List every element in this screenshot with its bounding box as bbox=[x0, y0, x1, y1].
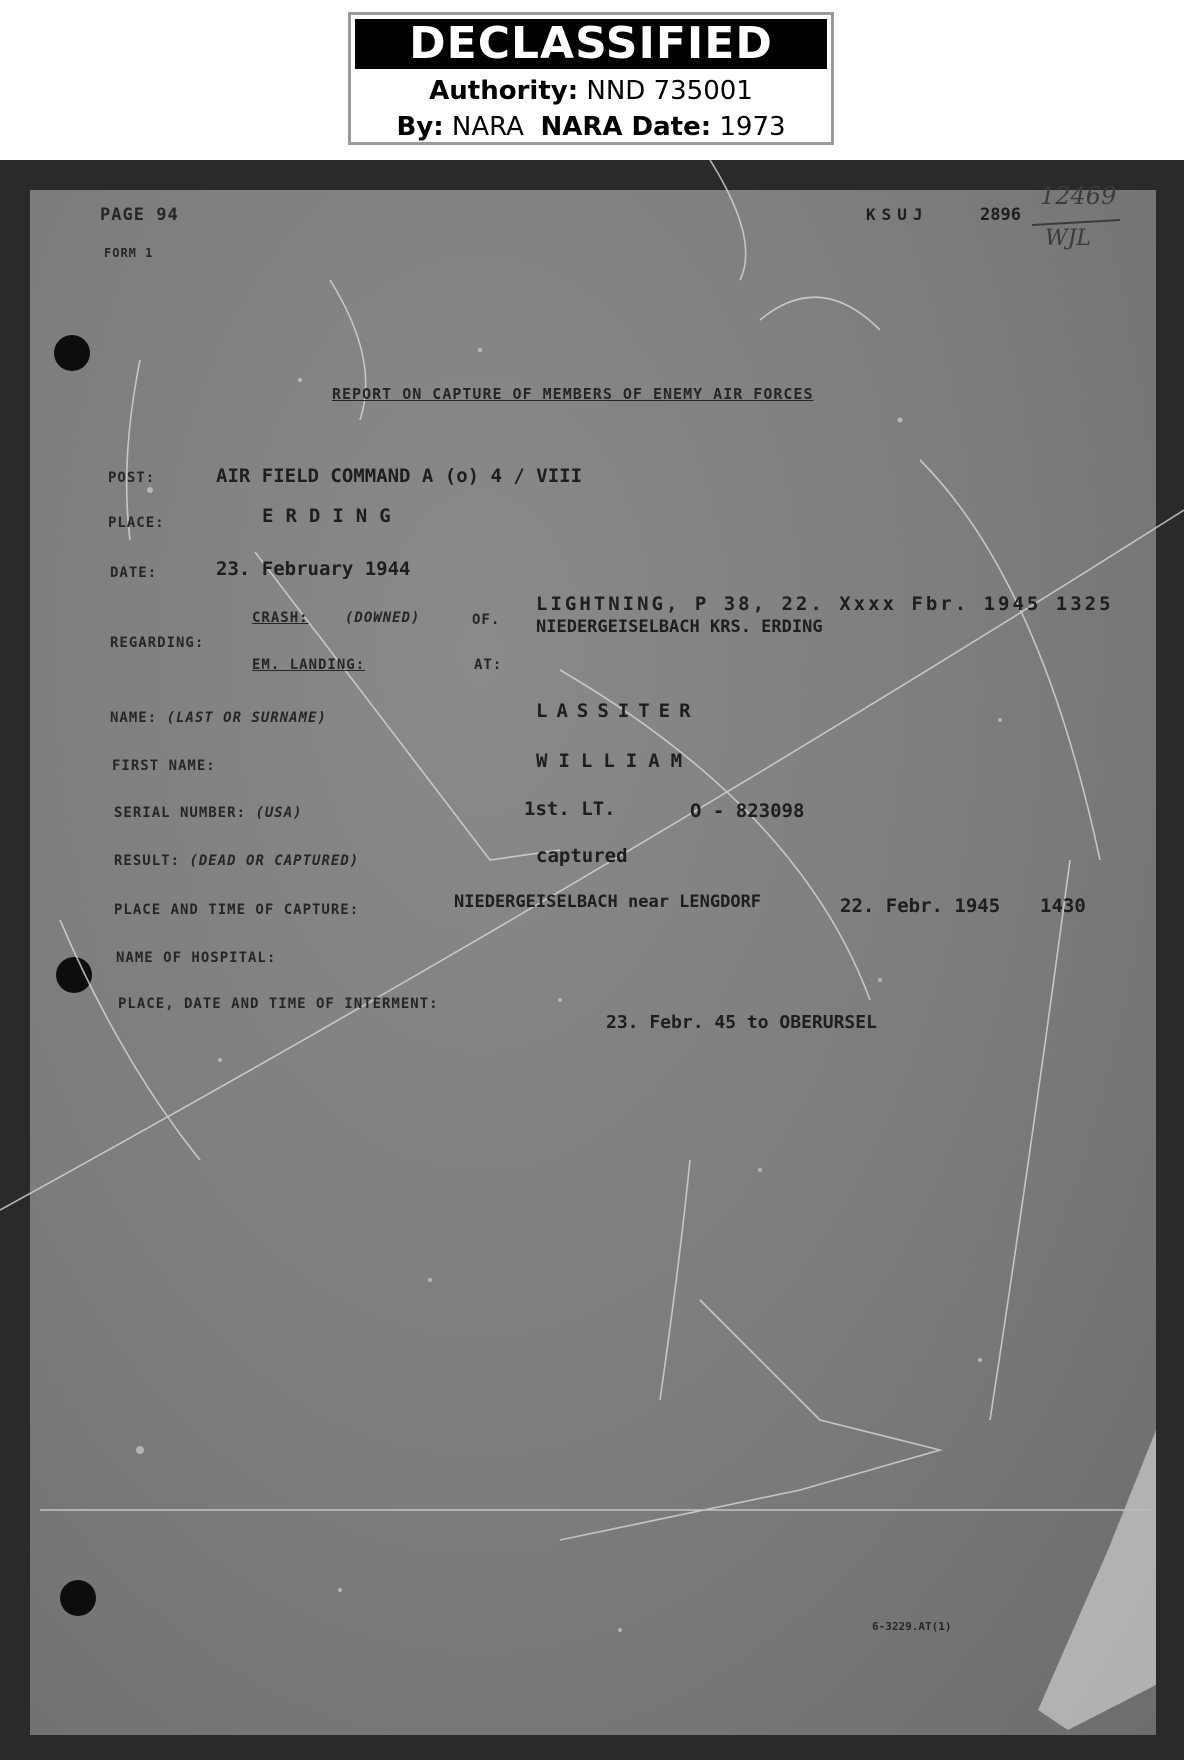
report-title: REPORT ON CAPTURE OF MEMBERS OF ENEMY AIR FORCES bbox=[332, 385, 814, 403]
handwritten-initials: WJL bbox=[1045, 226, 1092, 251]
name-label-text: NAME: bbox=[110, 710, 158, 726]
result-label bbox=[114, 853, 359, 869]
date-value: 23. February 1944 bbox=[216, 558, 411, 580]
page-number: 94 bbox=[156, 205, 179, 225]
hospital-label: NAME OF HOSPITAL: bbox=[116, 950, 277, 966]
declassified-stamp bbox=[348, 12, 834, 145]
scanned-document bbox=[0, 160, 1184, 1760]
folded-corner bbox=[1038, 1430, 1158, 1730]
interment-label: PLACE, DATE AND TIME OF INTERMENT: bbox=[118, 996, 439, 1012]
result-value: captured bbox=[536, 845, 628, 867]
crash-label: CRASH: bbox=[252, 610, 309, 626]
serial-rank: 1st. LT. bbox=[524, 798, 616, 820]
handwritten-number: 12469 bbox=[1040, 182, 1117, 210]
regarding-label: REGARDING: bbox=[110, 635, 205, 651]
page-label-text: PAGE bbox=[100, 205, 145, 225]
downed-label: (DOWNED) bbox=[345, 610, 421, 626]
stamp-date-label: NARA Date: bbox=[540, 112, 712, 142]
stamp-by-label: By: bbox=[396, 112, 444, 142]
handwritten-fraction-line bbox=[1032, 218, 1122, 228]
serial-label-text: SERIAL NUMBER: bbox=[114, 805, 247, 821]
post-value: AIR FIELD COMMAND A (o) 4 / VIII bbox=[216, 465, 583, 487]
interment-value: 23. Febr. 45 to OBERURSEL bbox=[606, 1012, 877, 1033]
date-label: DATE: bbox=[110, 565, 158, 581]
form-label: FORM 1 bbox=[104, 246, 154, 260]
result-label-text: RESULT: bbox=[114, 853, 181, 869]
serial-value: O - 823098 bbox=[690, 800, 805, 822]
first-name-value: WILLIAM bbox=[536, 750, 694, 772]
page-label bbox=[100, 205, 179, 225]
serial-label bbox=[114, 805, 303, 821]
at-label: AT: bbox=[474, 657, 503, 673]
capture-time: 1430 bbox=[1040, 895, 1086, 917]
name-label bbox=[110, 710, 327, 726]
serial-hint: (USA) bbox=[255, 805, 303, 821]
post-label: POST: bbox=[108, 470, 156, 486]
stamp-date-value: 1973 bbox=[719, 112, 786, 142]
name-value: LASSITER bbox=[536, 700, 700, 722]
stamp-authority-value: NND 735001 bbox=[586, 76, 753, 106]
footer-code: 6-3229.AT(1) bbox=[872, 1620, 952, 1633]
header-code: KSUJ bbox=[866, 205, 929, 224]
first-name-label: FIRST NAME: bbox=[112, 758, 216, 774]
regarding-value-line-1: LIGHTNING, P 38, 22. Xxxx Fbr. 1945 1325 bbox=[536, 593, 1114, 615]
stamp-by-value: NARA bbox=[451, 112, 524, 142]
em-landing-label: EM. LANDING: bbox=[252, 657, 366, 673]
of-label: OF. bbox=[472, 612, 501, 628]
capture-place: NIEDERGEISELBACH near LENGDORF bbox=[454, 892, 762, 912]
stamp-authority-line bbox=[351, 73, 831, 109]
place-label: PLACE: bbox=[108, 515, 165, 531]
name-hint: (LAST OR SURNAME) bbox=[166, 710, 327, 726]
stamp-authority-label: Authority: bbox=[429, 76, 579, 106]
place-value: ERDING bbox=[262, 505, 403, 527]
stamp-title: DECLASSIFIED bbox=[355, 19, 827, 69]
header-number: 2896 bbox=[980, 205, 1021, 225]
stamp-by-line bbox=[351, 109, 831, 145]
regarding-value-line-2: NIEDERGEISELBACH KRS. ERDING bbox=[536, 617, 823, 637]
result-hint: (DEAD OR CAPTURED) bbox=[189, 853, 360, 869]
capture-label: PLACE AND TIME OF CAPTURE: bbox=[114, 902, 360, 918]
capture-date: 22. Febr. 1945 bbox=[840, 895, 1001, 917]
